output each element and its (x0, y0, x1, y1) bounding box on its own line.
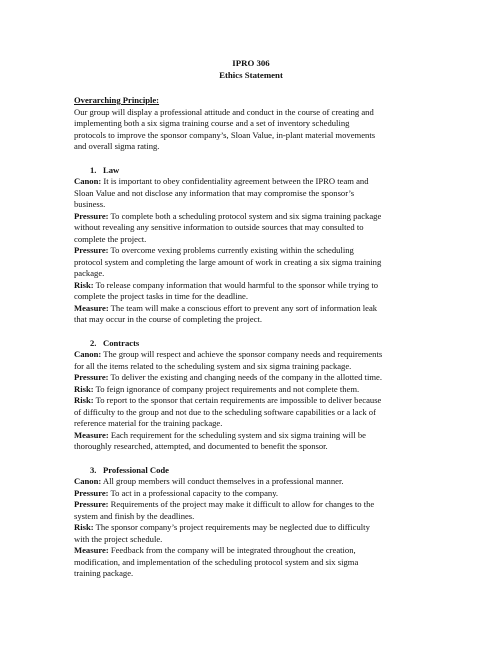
entry-text: complete the project tasks in time for the deadline. (74, 291, 248, 301)
overarching-line: protocols to improve the sponsor company’s, Sloan Value, in-plant material movements (74, 129, 376, 140)
section-2 (74, 338, 428, 453)
overarching-line: implementing both a six sigma training course and a set of inventory scheduling (74, 118, 350, 128)
entry-line (74, 211, 428, 223)
entry-line (74, 522, 428, 534)
entry-line (74, 395, 428, 407)
section-number: 2. (90, 337, 97, 348)
entry-label: Measure: (74, 545, 109, 555)
entry-text: complete the project. (74, 233, 147, 244)
entry-text: To complete both a scheduling protocol system and six sigma training package (108, 210, 382, 221)
section-number: 3. (90, 464, 97, 475)
entry-label: Risk: (74, 383, 94, 394)
entry-label: Canon: (74, 349, 102, 359)
entry-line (74, 568, 428, 580)
entry-line (74, 280, 428, 292)
entry-line (74, 418, 428, 430)
entry-line (74, 534, 428, 546)
entry-label: Canon: (74, 476, 102, 486)
overarching-principle (74, 95, 428, 153)
entry-line (74, 349, 428, 361)
entry-text: To act in a professional capacity to the company. (108, 487, 279, 498)
entry-text: To overcome vexing problems currently existing within the scheduling (108, 245, 354, 255)
entry-text: of difficulty to the group and not due to the scheduling software capabilities or a lack of (74, 406, 376, 417)
entry-text: protocol system and completing the large amount of work in creating a six sigma training (74, 256, 382, 267)
entry-line (74, 441, 428, 453)
entry-text: To report to the sponsor that certain requirements are impossible to deliver because (93, 395, 382, 405)
entry-text: reference material for the training package. (74, 418, 223, 428)
entry-text: The sponsor company’s project requirements may be neglected due to difficulty (93, 522, 370, 532)
entry-line (74, 430, 428, 442)
entry-line (74, 268, 428, 280)
entry-text: with the project schedule. (74, 533, 163, 544)
section-heading (74, 338, 428, 350)
entry-line (74, 511, 428, 523)
entry-line (74, 361, 428, 373)
course-code: IPRO 306 (232, 58, 270, 68)
document-title: Ethics Statement (219, 69, 283, 80)
entry-label: Measure: (74, 429, 109, 440)
entry-line (74, 499, 428, 511)
entry-text: without revealing any sensitive information to outside sources that may consulted to (74, 222, 364, 232)
entry (74, 476, 428, 488)
section-number: 1. (90, 164, 97, 175)
section-heading (74, 165, 428, 177)
entry (74, 176, 428, 211)
entry-line (74, 545, 428, 557)
entry (74, 372, 428, 384)
entry-line (74, 303, 428, 315)
entry-text: thoroughly researched, attempted, and documented to benefit the sponsor. (74, 441, 328, 451)
entry-line (74, 257, 428, 269)
entry-label: Risk: (74, 395, 94, 405)
entry-label: Pressure: (74, 245, 109, 255)
overarching-heading: Overarching Principle: (74, 95, 160, 105)
entry-line (74, 557, 428, 569)
entry-text: modification, and implementation of the scheduling protocol system and six sigma (74, 556, 359, 567)
entry (74, 545, 428, 580)
entry (74, 245, 428, 280)
entry-text: To deliver the existing and changing needs of the company in the allotted time. (108, 372, 382, 382)
entry-text: package. (74, 268, 105, 278)
entry-label: Pressure: (74, 487, 109, 498)
overarching-line: Our group will display a professional attitude and conduct in the course of creating and (74, 106, 374, 117)
entry-label: Risk: (74, 279, 94, 290)
entry (74, 211, 428, 246)
entry-text: training package. (74, 568, 134, 578)
entry-text: All group members will conduct themselves in a professional manner. (101, 476, 344, 486)
entry (74, 499, 428, 522)
entry-text: To feign ignorance of company project requirements and not complete them. (93, 383, 360, 394)
section-title: Law (103, 164, 120, 175)
entry (74, 430, 428, 453)
entry-text: Requirements of the project may make it difficult to allow for changes to the (108, 499, 375, 509)
entry-text: business. (74, 199, 106, 209)
entry-text: The team will make a conscious effort to prevent any sort of information leak (108, 302, 378, 313)
entry-line (74, 245, 428, 257)
entry-line (74, 384, 428, 396)
entry (74, 303, 428, 326)
entry (74, 384, 428, 396)
section-3 (74, 465, 428, 580)
entry (74, 280, 428, 303)
entry-text: The group will respect and achieve the sponsor company needs and requirements (101, 349, 383, 359)
entry-text: Feedback from the company will be integrated throughout the creation, (108, 545, 356, 555)
entry-label: Canon: (74, 176, 102, 186)
section-heading (74, 465, 428, 477)
entry (74, 395, 428, 430)
entry-line (74, 222, 428, 234)
entry-text: for all the items related to the scheduling system and six sigma training package. (74, 360, 352, 371)
sections-container (74, 165, 428, 580)
entry-text: system and finish by the deadlines. (74, 510, 195, 521)
entry-label: Pressure: (74, 372, 109, 382)
section-title: Contracts (103, 337, 140, 348)
entry-line (74, 234, 428, 246)
entry-line (74, 314, 428, 326)
entry-line (74, 476, 428, 488)
entry-label: Pressure: (74, 210, 109, 221)
entry-label: Measure: (74, 302, 109, 313)
overarching-line: and overall sigma rating. (74, 141, 160, 151)
entry-text: that may occur in the course of completing the project. (74, 314, 263, 324)
entry-text: Sloan Value and not disclose any information that may compromise the sponsor’s (74, 187, 355, 198)
entry-line (74, 188, 428, 200)
entry-line (74, 199, 428, 211)
entry-text: Each requirement for the scheduling system and six sigma training will be (108, 429, 366, 440)
entry-line (74, 407, 428, 419)
entry (74, 349, 428, 372)
entry-text: To release company information that would harmful to the sponsor while trying to (93, 279, 379, 290)
entry-line (74, 488, 428, 500)
entry-label: Pressure: (74, 499, 109, 509)
entry-label: Risk: (74, 522, 94, 532)
entry (74, 488, 428, 500)
entry (74, 522, 428, 545)
entry-line (74, 372, 428, 384)
entry-line (74, 176, 428, 188)
section-title: Professional Code (103, 464, 169, 475)
entry-text: It is important to obey confidentiality agreement between the IPRO team and (101, 176, 369, 186)
entry-line (74, 291, 428, 303)
section-1 (74, 165, 428, 326)
